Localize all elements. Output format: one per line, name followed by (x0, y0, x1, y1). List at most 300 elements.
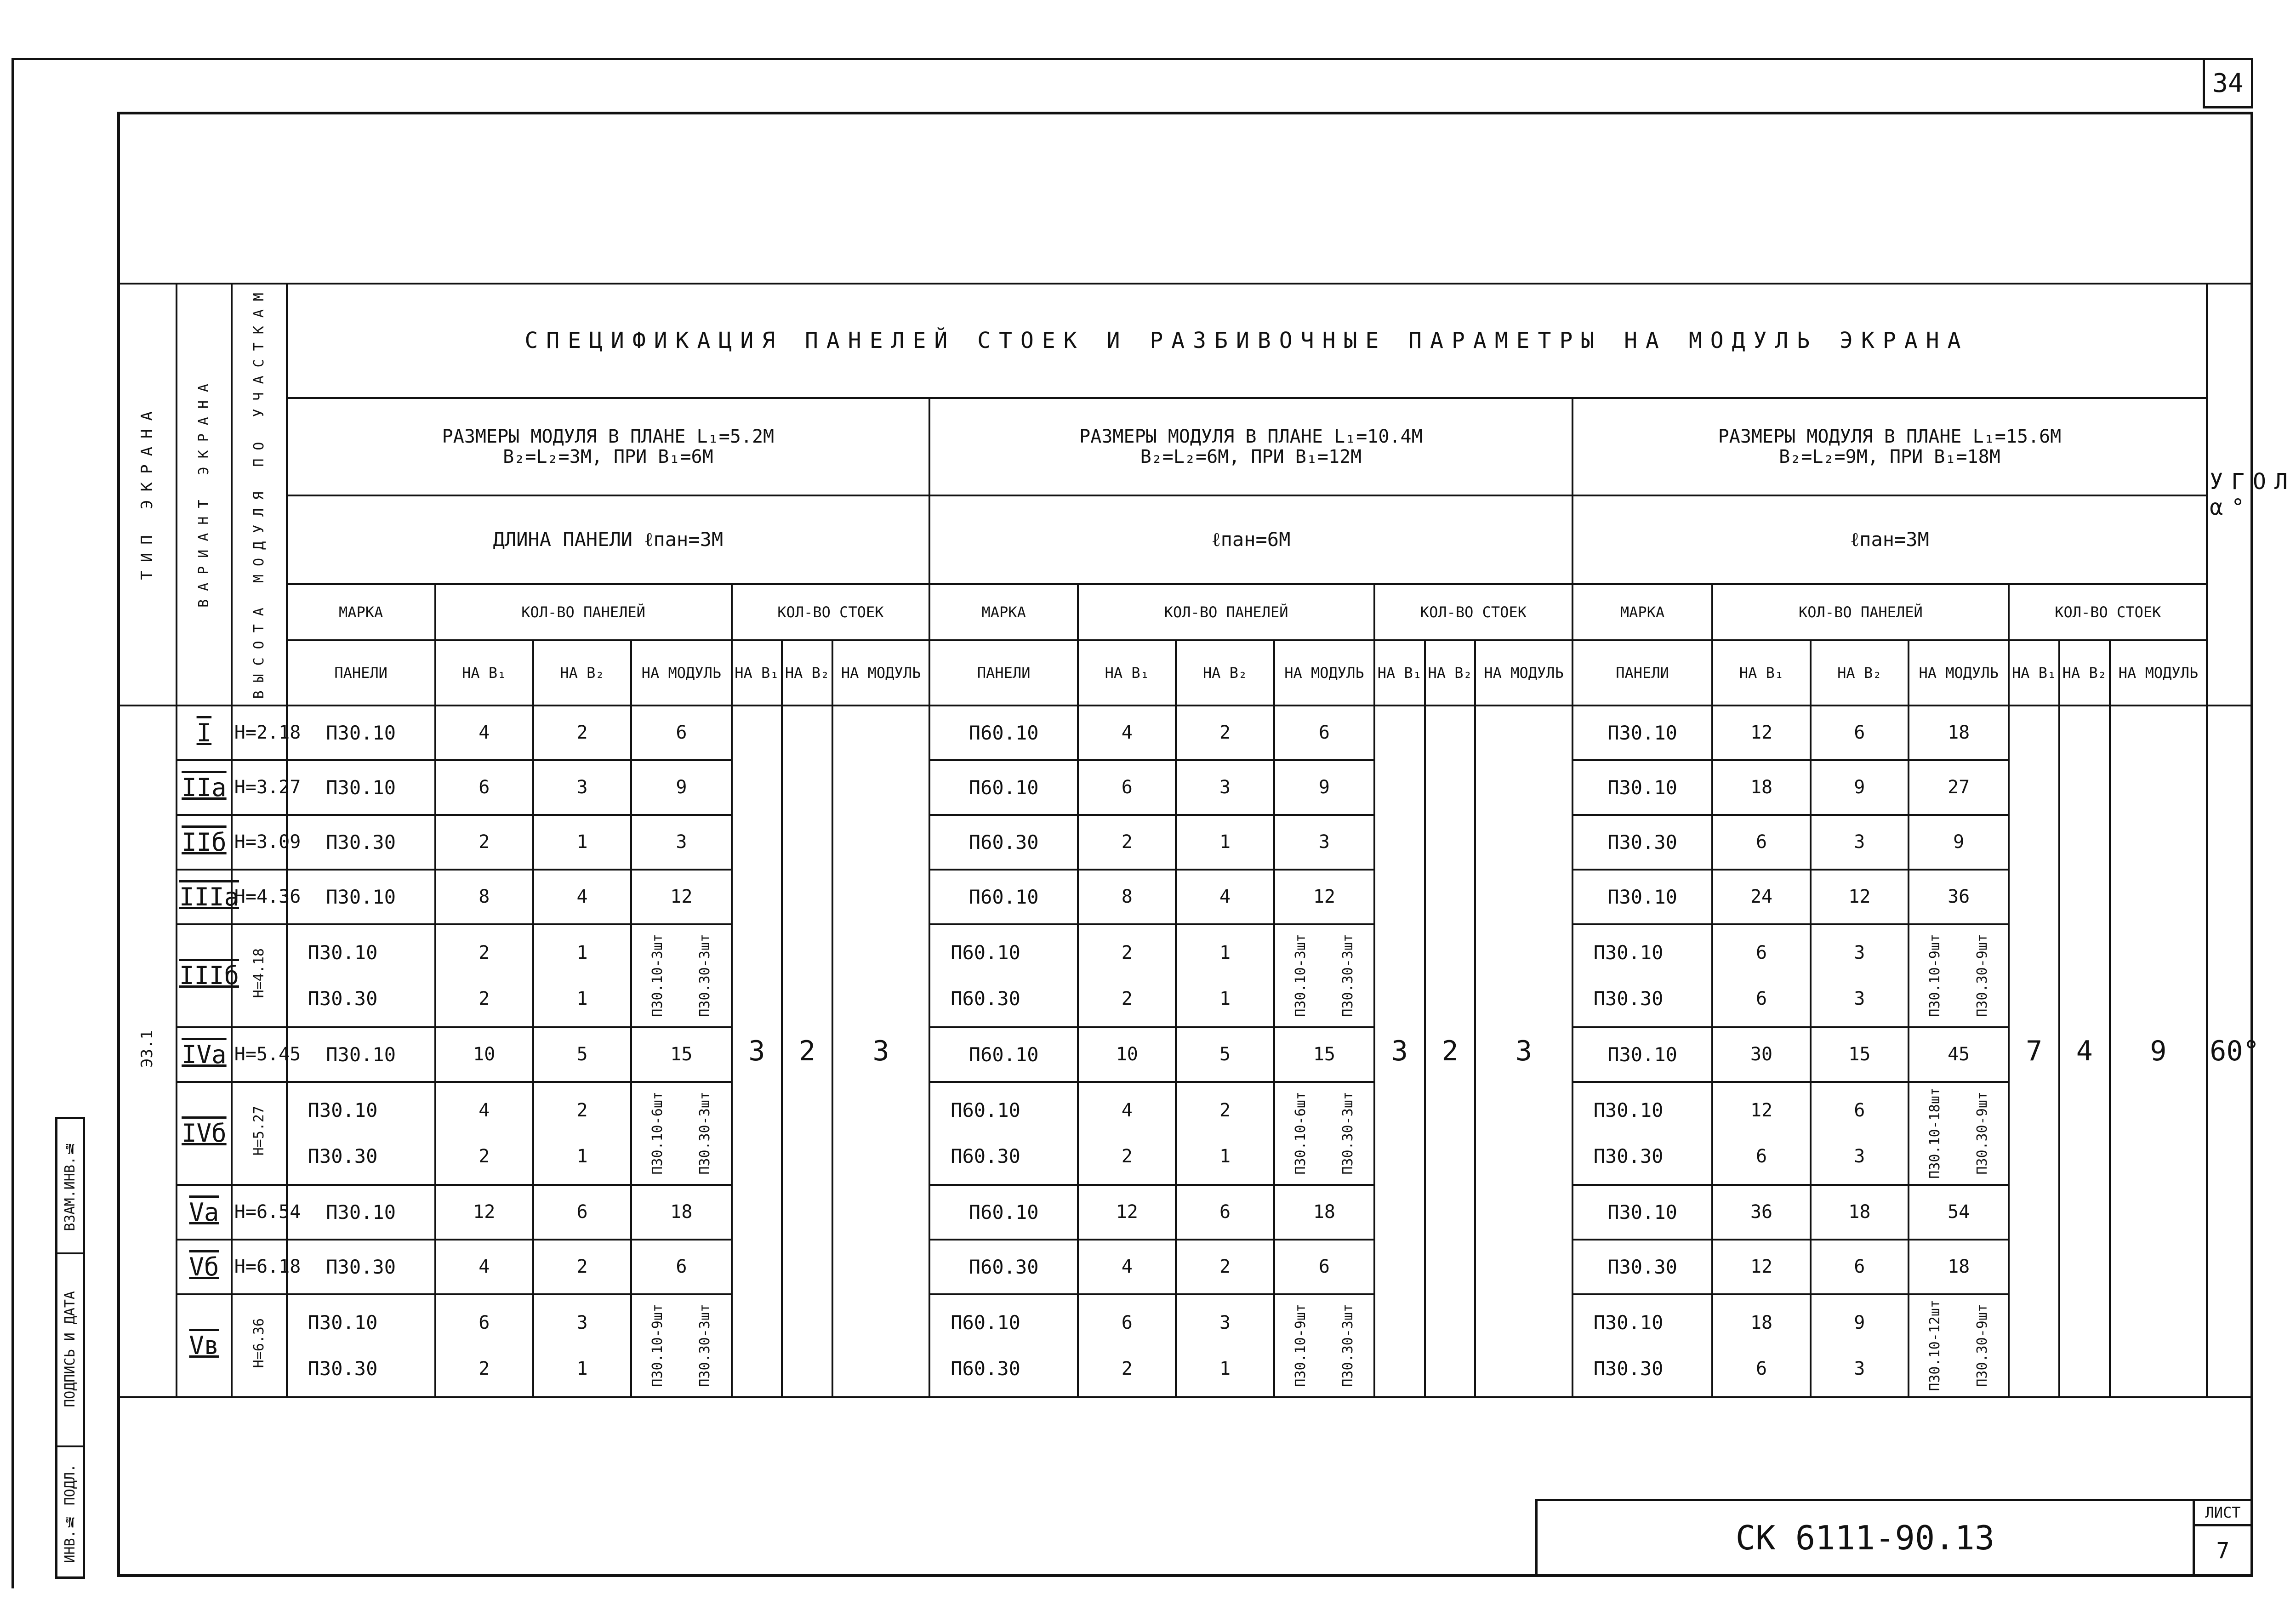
header-h_b1: НА B₁ (1712, 640, 1810, 705)
qty-module: П30.10-9шт (1292, 1304, 1309, 1387)
angle-symbol: α° (2210, 494, 2253, 520)
qty-b2: 3 (1219, 1312, 1231, 1333)
panel-mark: П30.30 (1572, 815, 1713, 870)
qty-b1: 12 (1078, 1185, 1176, 1240)
group-panel-length-1: ℓпан=6М (929, 495, 1572, 584)
qty-b2-2: 3 (1854, 988, 1865, 1009)
panel-mark: П60.10 (929, 870, 1078, 924)
qty-b2-cell (1176, 1082, 1274, 1185)
panel-mark: П60.10 (951, 1311, 1020, 1334)
panel-mark-2: П30.30 (1593, 1145, 1664, 1168)
panel-mark-cell (929, 1294, 1078, 1397)
header-post-h_b1: НА B₁ (732, 640, 782, 705)
panel-mark-2: П60.30 (951, 1145, 1020, 1168)
header-post-qty: КОЛ-ВО СТОЕК (732, 584, 930, 641)
table-row (118, 1185, 2252, 1240)
table-row (118, 1240, 2252, 1294)
qty-module-cell (631, 1294, 731, 1397)
qty-b2-cell (1811, 1082, 1909, 1185)
qty-b2: 3 (576, 1312, 588, 1333)
variant-label: IIIа (179, 882, 239, 911)
height-cell (232, 1185, 301, 1240)
qty-b1-cell (1078, 1294, 1176, 1397)
header-mark-panel: ПАНЕЛИ (287, 640, 435, 705)
panel-mark-2: П60.30 (951, 987, 1020, 1010)
posts-module: 9 (2110, 706, 2207, 1397)
specification-table (117, 283, 2296, 1398)
qty-module: П30.10-3шт (1292, 934, 1309, 1017)
posts-module: 3 (832, 706, 929, 1397)
qty-b1: 6 (1121, 1312, 1133, 1333)
panel-mark-cell (929, 924, 1078, 1027)
height-value: H=6.54 (234, 1201, 301, 1223)
qty-b1: 12 (435, 1185, 533, 1240)
qty-b2-cell (533, 1082, 631, 1185)
qty-module: П30.10-6шт (649, 1092, 666, 1175)
height-cell (232, 1027, 301, 1082)
qty-b1: 6 (435, 760, 533, 815)
variant-label: IVб (182, 1119, 227, 1148)
panel-mark-cell (287, 1294, 435, 1397)
height-value: H=2.18 (234, 722, 301, 744)
list-box (2193, 1501, 2251, 1575)
qty-b2: 12 (1811, 870, 1909, 924)
panel-mark: П30.10 (1572, 706, 1713, 760)
group-size-line2: B₂=L₂=3М, ПРИ B₁=6М (503, 446, 713, 467)
header-variant (177, 284, 232, 706)
group-size-line2: B₂=L₂=9М, ПРИ B₁=18М (1779, 446, 2000, 467)
qty-b2: 3 (1176, 760, 1274, 815)
qty-module: 6 (631, 1240, 731, 1294)
qty-b1-cell (435, 1294, 533, 1397)
qty-b1-cell (435, 924, 533, 1027)
panel-mark: П60.10 (929, 1027, 1078, 1082)
qty-module-cell (1909, 1082, 2009, 1185)
qty-module-2: П30.30-3шт (697, 934, 713, 1017)
qty-module: 54 (1909, 1185, 2009, 1240)
qty-b1: 6 (1756, 942, 1767, 963)
qty-module: 18 (1909, 706, 2009, 760)
panel-mark: П60.10 (929, 1185, 1078, 1240)
qty-module: 18 (1909, 1240, 2009, 1294)
qty-b2-cell (533, 1294, 631, 1397)
qty-b2-2: 3 (1854, 1145, 1865, 1167)
qty-module: П30.10-9шт (1926, 934, 1943, 1017)
qty-b1-cell (435, 1082, 533, 1185)
panel-mark-cell (1572, 1294, 1713, 1397)
qty-b1: 4 (1078, 706, 1176, 760)
height-value: H=4.18 (251, 948, 267, 998)
qty-b1: 18 (1712, 760, 1810, 815)
qty-b1-2: 2 (1121, 1358, 1133, 1379)
qty-b2-cell (1811, 1294, 1909, 1397)
variant-label: I (196, 718, 212, 747)
qty-b2: 15 (1811, 1027, 1909, 1082)
variant-label: IIб (182, 827, 227, 857)
table-row (118, 815, 2252, 870)
qty-b2: 6 (533, 1185, 631, 1240)
qty-module: П30.10-9шт (649, 1304, 666, 1387)
group-panel-length-2: ℓпан=3М (1572, 495, 2207, 584)
panel-mark-2: П60.30 (951, 1357, 1020, 1380)
qty-b1-cell (1712, 1294, 1810, 1397)
header-h_mod: НА МОДУЛЬ (1909, 640, 2009, 705)
qty-b1: 2 (435, 815, 533, 870)
qty-b2: 3 (533, 760, 631, 815)
qty-b1-2: 6 (1756, 1358, 1767, 1379)
qty-b2: 5 (533, 1027, 631, 1082)
qty-b1: 4 (435, 706, 533, 760)
variant-label: IIа (182, 773, 227, 802)
header-angle (2207, 284, 2296, 706)
header-screen-type (118, 284, 177, 706)
header-mark: МАРКА (287, 584, 435, 641)
qty-b1: 12 (1712, 706, 1810, 760)
qty-module-cell (1909, 924, 2009, 1027)
panel-mark-cell (287, 924, 435, 1027)
angle-value: 60° (2207, 706, 2252, 1397)
height-value: H=6.36 (251, 1318, 267, 1368)
panel-mark: П60.10 (929, 760, 1078, 815)
panel-mark: П30.10 (308, 1311, 378, 1334)
variant-cell (177, 1240, 232, 1294)
panel-mark-cell (287, 1082, 435, 1185)
qty-b2: 1 (533, 815, 631, 870)
header-module-height-text: ВЫСОТА МОДУЛЯ ПО УЧАСТКАМ (251, 285, 267, 699)
qty-module-cell (1909, 1294, 2009, 1397)
posts-b1: 3 (1374, 706, 1425, 1397)
qty-module: 12 (631, 870, 731, 924)
qty-b2: 2 (1176, 1240, 1274, 1294)
variant-label: Vб (189, 1252, 219, 1281)
qty-module: 9 (1909, 815, 2009, 870)
height-value: H=6.18 (234, 1256, 301, 1278)
qty-b1: 24 (1712, 870, 1810, 924)
height-cell (232, 760, 301, 815)
qty-module: 45 (1909, 1027, 2009, 1082)
group-panel-length-0: ДЛИНА ПАНЕЛИ ℓпан=3М (287, 495, 930, 584)
qty-b1-2: 2 (479, 1145, 490, 1167)
qty-b2: 3 (1854, 942, 1865, 963)
table-row (118, 1027, 2252, 1082)
qty-b1: 4 (1121, 1099, 1133, 1121)
header-post-qty: КОЛ-ВО СТОЕК (2009, 584, 2207, 641)
header-post-h_b2: НА B₂ (2059, 640, 2110, 705)
qty-b2: 9 (1854, 1312, 1865, 1333)
table-row (118, 760, 2252, 815)
qty-module-2: П30.30-9шт (1974, 1092, 1990, 1175)
panel-mark: П30.30 (1572, 1240, 1713, 1294)
table-row (118, 1082, 2252, 1185)
posts-b1: 7 (2009, 706, 2059, 1397)
height-cell (232, 1082, 287, 1185)
qty-b1: 2 (1121, 942, 1133, 963)
height-cell (232, 870, 301, 924)
variant-cell (177, 815, 232, 870)
qty-b2-2: 3 (1854, 1358, 1865, 1379)
header-post-h_mod: НА МОДУЛЬ (1475, 640, 1572, 705)
posts-b1: 3 (732, 706, 782, 1397)
qty-b1: 8 (1078, 870, 1176, 924)
header-angle-text: УГОЛ (2210, 468, 2296, 495)
height-cell (232, 1240, 301, 1294)
qty-b1: 4 (479, 1099, 490, 1121)
qty-module: 3 (631, 815, 731, 870)
table-row (118, 1294, 2252, 1397)
header-variant-text: ВАРИАНТ ЭКРАНА (196, 376, 212, 608)
variant-cell (177, 1027, 232, 1082)
panel-mark-cell (1572, 924, 1713, 1027)
qty-b2-2: 1 (1219, 988, 1231, 1009)
header-h_mod: НА МОДУЛЬ (1274, 640, 1374, 705)
qty-b2: 6 (1176, 1185, 1274, 1240)
header-post-qty: КОЛ-ВО СТОЕК (1374, 584, 1572, 641)
qty-module: 15 (1274, 1027, 1374, 1082)
qty-b2: 3 (1811, 815, 1909, 870)
panel-mark: П30.10 (287, 1027, 435, 1082)
qty-module: 6 (1274, 706, 1374, 760)
variant-cell (177, 706, 232, 760)
variant-label: IIIб (179, 961, 239, 990)
panel-mark-2: П30.30 (1593, 1357, 1664, 1380)
panel-mark: П30.30 (287, 1240, 435, 1294)
header-post-h_b2: НА B₂ (1425, 640, 1476, 705)
group-size-line1: РАЗМЕРЫ МОДУЛЯ В ПЛАНЕ L₁=5.2М (442, 426, 775, 447)
qty-module-cell (631, 924, 731, 1027)
height-value: H=4.36 (234, 886, 301, 908)
qty-b1: 30 (1712, 1027, 1810, 1082)
panel-mark: П30.10 (287, 1185, 435, 1240)
height-value: H=5.27 (251, 1106, 267, 1156)
header-mark: МАРКА (1572, 584, 1713, 641)
height-cell (232, 706, 301, 760)
qty-b1: 2 (479, 942, 490, 963)
qty-module-2: П30.30-3шт (1339, 1304, 1356, 1387)
panel-mark: П30.10 (308, 941, 378, 964)
qty-b2: 18 (1811, 1185, 1909, 1240)
qty-b2: 1 (1176, 815, 1274, 870)
list-number: 7 (2216, 1537, 2230, 1564)
group-size-2 (1572, 398, 2207, 495)
qty-b2-2: 1 (576, 1358, 588, 1379)
panel-mark: П30.10 (1572, 870, 1713, 924)
qty-b2: 6 (1811, 706, 1909, 760)
header-module-height (232, 284, 287, 706)
height-cell (232, 815, 301, 870)
title-block (1535, 1499, 2253, 1577)
table-row (118, 706, 2252, 760)
qty-b1-cell (1712, 924, 1810, 1027)
qty-module: П30.10-3шт (649, 934, 666, 1017)
header-post-h_b1: НА B₁ (1374, 640, 1425, 705)
qty-module: 27 (1909, 760, 2009, 815)
qty-b1: 6 (1078, 760, 1176, 815)
group-size-line1: РАЗМЕРЫ МОДУЛЯ В ПЛАНЕ L₁=15.6М (1718, 426, 2062, 447)
variant-label: Vа (189, 1197, 219, 1227)
panel-mark: П30.10 (287, 760, 435, 815)
header-mark-panel: ПАНЕЛИ (1572, 640, 1713, 705)
qty-b2-cell (533, 924, 631, 1027)
header-h_b1: НА B₁ (435, 640, 533, 705)
qty-b2: 2 (533, 706, 631, 760)
qty-module: 36 (1909, 870, 2009, 924)
panel-mark-2: П30.30 (308, 1145, 378, 1168)
qty-b2: 6 (1811, 1240, 1909, 1294)
panel-mark: П60.10 (951, 941, 1020, 964)
qty-b2: 2 (1219, 1099, 1231, 1121)
table-title: СПЕЦИФИКАЦИЯ ПАНЕЛЕЙ СТОЕК И РАЗБИВОЧНЫЕ ПАРАМЕТРЫ НА МОДУЛЬ ЭКРАНА (287, 284, 2207, 398)
side-stamp (55, 1117, 85, 1579)
panel-mark: П30.10 (1593, 1099, 1664, 1122)
qty-b2: 5 (1176, 1027, 1274, 1082)
panel-mark: П30.10 (308, 1099, 378, 1122)
header-h_b2: НА B₂ (1811, 640, 1909, 705)
header-h_b1: НА B₁ (1078, 640, 1176, 705)
stamp-field-signature: ПОДПИСЬ И ДАТА (62, 1291, 78, 1407)
header-mark: МАРКА (929, 584, 1078, 641)
qty-b2: 4 (533, 870, 631, 924)
qty-b1-cell (1712, 1082, 1810, 1185)
qty-b1: 12 (1750, 1099, 1773, 1121)
qty-b2: 1 (1219, 942, 1231, 963)
list-label: ЛИСТ (2195, 1501, 2251, 1526)
qty-module-2: П30.30-9шт (1974, 1304, 1990, 1387)
screen-type-text: ЭЗ.1 (137, 1030, 156, 1068)
panel-mark: П30.10 (287, 706, 435, 760)
header-h_mod: НА МОДУЛЬ (631, 640, 731, 705)
qty-module-cell (1274, 1082, 1374, 1185)
qty-b1: 6 (479, 1312, 490, 1333)
screen-type (118, 706, 177, 1397)
qty-module-2: П30.30-3шт (1339, 1092, 1356, 1175)
qty-b2-cell (1176, 1294, 1274, 1397)
qty-b2-2: 1 (1219, 1145, 1231, 1167)
qty-module: 9 (631, 760, 731, 815)
panel-mark-2: П30.30 (308, 987, 378, 1010)
header-panel-qty: КОЛ-ВО ПАНЕЛЕЙ (1078, 584, 1374, 641)
qty-b2-cell (1811, 924, 1909, 1027)
qty-module-2: П30.30-3шт (1339, 934, 1356, 1017)
variant-cell (177, 1294, 232, 1397)
qty-b1: 10 (1078, 1027, 1176, 1082)
qty-b1: 18 (1750, 1312, 1773, 1333)
qty-b2: 2 (576, 1099, 588, 1121)
qty-module: П30.10-6шт (1292, 1092, 1309, 1175)
qty-b2-2: 1 (576, 1145, 588, 1167)
header-screen-type-text: ТИП ЭКРАНА (137, 403, 156, 580)
qty-b2-cell (1176, 924, 1274, 1027)
qty-b1-2: 2 (1121, 1145, 1133, 1167)
qty-module: 6 (1274, 1240, 1374, 1294)
qty-b2: 2 (533, 1240, 631, 1294)
group-size-0 (287, 398, 930, 495)
table-row (118, 870, 2252, 924)
posts-b2: 4 (2059, 706, 2110, 1397)
qty-b1: 6 (1712, 815, 1810, 870)
qty-module-2: П30.30-3шт (697, 1304, 713, 1387)
qty-b1: 8 (435, 870, 533, 924)
header-post-h_b1: НА B₁ (2009, 640, 2059, 705)
document-code: СК 6111-90.13 (1735, 1519, 1995, 1557)
header-post-h_b2: НА B₂ (782, 640, 832, 705)
qty-module: 12 (1274, 870, 1374, 924)
variant-cell (177, 924, 239, 1027)
panel-mark: П60.10 (951, 1099, 1020, 1122)
panel-mark-cell (1572, 1082, 1713, 1185)
height-cell (232, 1294, 287, 1397)
qty-b1-2: 6 (1756, 1145, 1767, 1167)
header-panel-qty: КОЛ-ВО ПАНЕЛЕЙ (1712, 584, 2009, 641)
qty-module: П30.10-18шт (1926, 1087, 1943, 1179)
posts-b2: 2 (782, 706, 832, 1397)
stamp-field-inventory: ИНВ.№ ПОДЛ. (62, 1463, 78, 1563)
qty-b1-cell (1078, 924, 1176, 1027)
height-value: H=5.45 (234, 1044, 301, 1065)
qty-b2-2: 1 (576, 988, 588, 1009)
panel-mark: П30.10 (1593, 941, 1664, 964)
panel-mark-cell (929, 1082, 1078, 1185)
qty-b2: 4 (1176, 870, 1274, 924)
qty-b1-cell (1078, 1082, 1176, 1185)
qty-module: 18 (1274, 1185, 1374, 1240)
qty-module: 3 (1274, 815, 1374, 870)
variant-label: Vв (189, 1331, 219, 1360)
posts-module: 3 (1475, 706, 1572, 1397)
height-cell (232, 924, 287, 1027)
qty-b1: 10 (435, 1027, 533, 1082)
group-size-line1: РАЗМЕРЫ МОДУЛЯ В ПЛАНЕ L₁=10.4М (1079, 426, 1423, 447)
panel-mark-2: П30.30 (308, 1357, 378, 1380)
qty-b2: 2 (1176, 706, 1274, 760)
height-value: H=3.09 (234, 831, 301, 853)
qty-b2: 1 (576, 942, 588, 963)
table-row (118, 924, 2252, 1027)
qty-b2: 9 (1811, 760, 1909, 815)
qty-module-2: П30.30-3шт (697, 1092, 713, 1175)
panel-mark: П60.30 (929, 1240, 1078, 1294)
panel-mark: П30.10 (1572, 1027, 1713, 1082)
variant-cell (177, 1185, 232, 1240)
qty-b1-2: 2 (479, 988, 490, 1009)
qty-b2: 6 (1854, 1099, 1865, 1121)
header-panel-qty: КОЛ-ВО ПАНЕЛЕЙ (435, 584, 732, 641)
qty-b1: 36 (1712, 1185, 1810, 1240)
qty-b1-2: 2 (1121, 988, 1133, 1009)
header-mark-panel: ПАНЕЛИ (929, 640, 1078, 705)
panel-mark: П30.10 (1572, 760, 1713, 815)
qty-b1-2: 2 (479, 1358, 490, 1379)
qty-b1: 4 (435, 1240, 533, 1294)
qty-b2-2: 1 (1219, 1358, 1231, 1379)
variant-cell (177, 1082, 232, 1185)
qty-b1: 2 (1078, 815, 1176, 870)
group-size-1 (929, 398, 1572, 495)
stamp-field-replacement: ВЗАМ.ИНВ.№ (62, 1140, 78, 1231)
qty-b1: 12 (1712, 1240, 1810, 1294)
panel-mark: П30.30 (287, 815, 435, 870)
qty-module: 15 (631, 1027, 731, 1082)
panel-mark: П30.10 (287, 870, 435, 924)
group-size-line2: B₂=L₂=6М, ПРИ B₁=12М (1140, 446, 1362, 467)
header-post-h_mod: НА МОДУЛЬ (832, 640, 929, 705)
height-value: H=3.27 (234, 777, 301, 798)
qty-module: П30.10-12шт (1926, 1300, 1943, 1391)
qty-module: 6 (631, 706, 731, 760)
qty-module: 18 (631, 1185, 731, 1240)
variant-cell (177, 870, 239, 924)
panel-mark-2: П30.30 (1593, 987, 1664, 1010)
header-h_b2: НА B₂ (1176, 640, 1274, 705)
